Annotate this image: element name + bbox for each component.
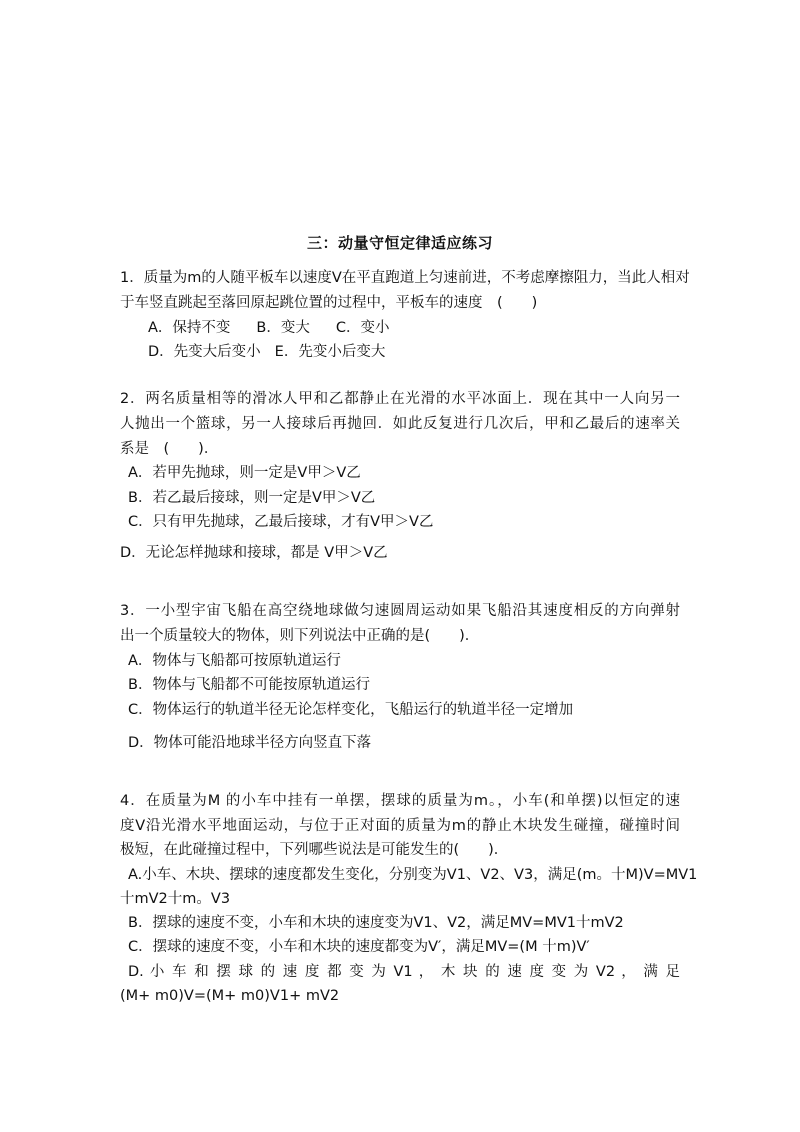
q1-option-a: A．保持不变: [148, 320, 231, 336]
q1-option-b: B．变大: [256, 320, 310, 336]
q2-option-b: B．若乙最后接球，则一定是V甲＞V乙: [128, 490, 376, 506]
q4-option-b: B．摆球的速度不变，小车和木块的速度变为V1、V2，满足MV=MV1十mV2: [128, 915, 624, 931]
q4-option-a-line-1: A.小车、木块、摆球的速度都发生变化，分别变为V1、V2、V3，满足(m。十M)V=MV1: [128, 867, 698, 883]
q3-option-a: A．物体与飞船都可按原轨道运行: [128, 653, 341, 669]
q4-stem-line-3: 极短，在此碰撞过程中，下列哪些说法是可能发生的( )．: [120, 842, 509, 858]
q1-options-row-1: [148, 318, 708, 342]
q2-option-d: D．无论怎样抛球和接球，都是 V甲＞V乙: [120, 545, 388, 561]
q4-option-d-line-1: D. 小 车 和 摆 球 的 速 度 都 变 为 V1 ， 木 块 的 速 度 变 为 V2 ， 满 足: [128, 964, 680, 980]
q1-option-c: C．变小: [335, 320, 390, 336]
q2-stem-line-3: 系是 ( )．: [120, 441, 219, 457]
q1-options-row-2: [148, 342, 708, 366]
q3-option-b: B．物体与飞船都不可能按原轨道运行: [128, 677, 370, 693]
q3-stem-line-1: 3．一小型宇宙飞船在高空绕地球做匀速圆周运动如果飞船沿其速度相反的方向弹射: [120, 603, 680, 619]
q1-stem-line-2: 于车竖直跳起至落回原起跳位置的过程中，平板车的速度 ( ): [120, 295, 538, 311]
q4-option-a-line-2: 十mV2十m。V3: [120, 891, 231, 907]
q2-option-a: A．若甲先抛球，则一定是V甲＞V乙: [128, 465, 361, 481]
q1-option-e: E．先变小后变大: [274, 344, 386, 360]
q4-option-d-line-2: (M+ m0)V=(M+ m0)V1+ mV2: [120, 988, 340, 1004]
q3-option-c: C．物体运行的轨道半径无论怎样变化，飞船运行的轨道半径一定增加: [128, 702, 574, 718]
q3-option-d: D．物体可能沿地球半径方向竖直下落: [128, 735, 372, 751]
q4-stem-line-2: 度V沿光滑水平地面运动，与位于正对面的质量为m的静止木块发生碰撞，碰撞时间: [120, 818, 680, 834]
page-title: 三：动量守恒定律适应练习: [306, 234, 493, 252]
q1-option-d: D．先变大后变小: [148, 344, 261, 360]
q3-stem-line-2: 出一个质量较大的物体，则下列说法中正确的是( )．: [120, 628, 480, 644]
q4-option-c: C．摆球的速度不变，小车和木块的速度都变为V′，满足MV=(M 十m)V′: [128, 939, 590, 955]
q2-option-c: C．只有甲先抛球，乙最后接球，才有V甲＞V乙: [128, 514, 434, 530]
q2-stem-line-1: 2．两名质量相等的滑冰人甲和乙都静止在光滑的水平冰面上．现在其中一人向另一: [120, 391, 680, 407]
q2-stem-line-2: 人抛出一个篮球，另一人接球后再抛回．如此反复进行几次后，甲和乙最后的速率关: [120, 416, 680, 432]
q4-stem-line-1: 4．在质量为M 的小车中挂有一单摆，摆球的质量为m。，小车(和单摆)以恒定的速: [120, 793, 680, 809]
q1-stem-line-1: 1．质量为m的人随平板车以速度V在平直跑道上匀速前进，不考虑摩擦阻力，当此人相对: [120, 270, 690, 286]
